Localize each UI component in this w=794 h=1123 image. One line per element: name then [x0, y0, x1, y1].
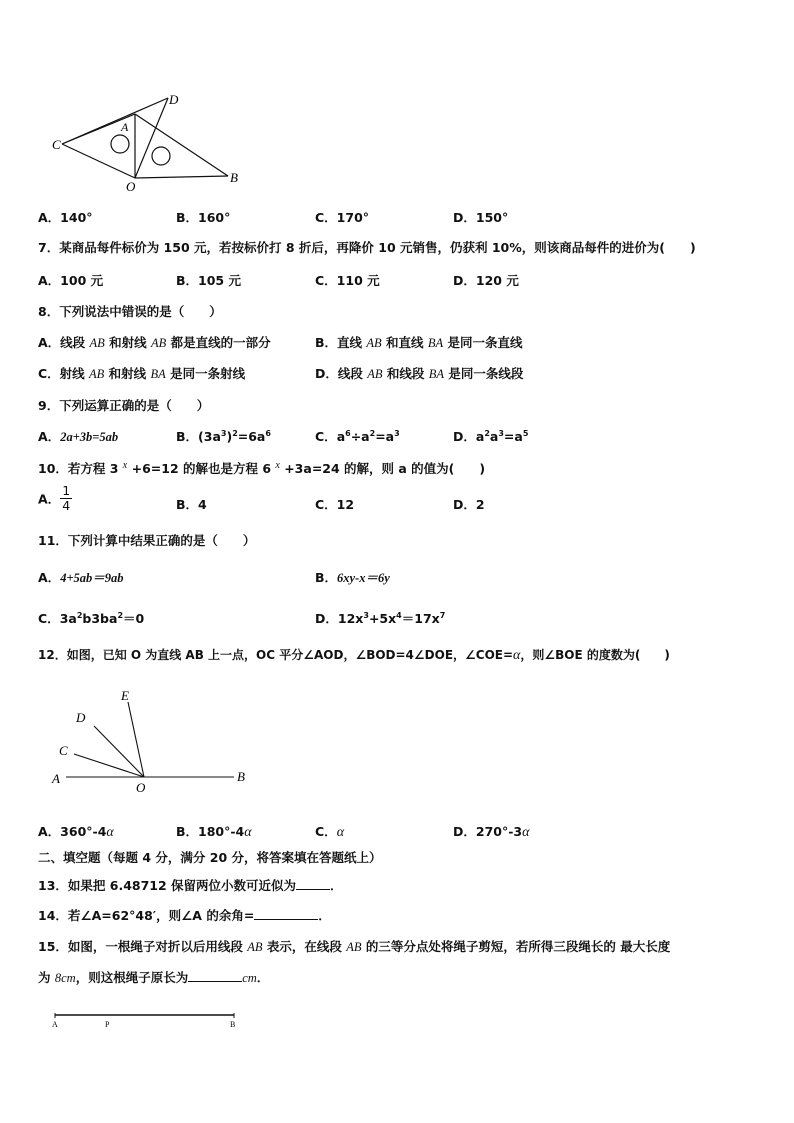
q12-option-b: B．180°-4α	[176, 824, 252, 840]
q15-stem-line1: 15．如图，一根绳子对折以后用线段 AB 表示，在线段 AB 的三等分点处将绳子剪短，若所得三段绳长的 最大长度	[38, 939, 671, 954]
q15-stem-line2: 为 8cm，则这根绳子原长为 cm．	[38, 970, 270, 985]
label-o: O	[136, 780, 146, 795]
label-b: B	[230, 1020, 236, 1029]
figure-q12	[48, 684, 258, 796]
label-a: A	[52, 1020, 58, 1029]
label-a: A	[121, 120, 129, 134]
q14-answer-blank[interactable]	[254, 907, 318, 920]
label-d: D	[169, 92, 179, 107]
q12-option-c: C．α	[315, 824, 345, 840]
q10-option-d: D．2	[453, 497, 485, 512]
label-a: A	[52, 771, 60, 786]
q8-option-c: C．射线 AB 和射线 BA 是同一条射线	[38, 366, 246, 381]
label-b: B	[237, 769, 245, 784]
figure-q15	[50, 1010, 250, 1032]
q6-option-c: C．170°	[315, 210, 370, 225]
q10-option-a: A． $\frac{1}{4}$	[38, 483, 71, 513]
q9-option-c: C．$a^6\div a^2=a^3$	[315, 428, 400, 444]
q6-option-b: B．160°	[176, 210, 231, 225]
q7-stem: 7．某商品每件标价为 150 元，若按标价打 8 折后，再降价 10 元销售，仍获利 10%，则该商品每件的进价为( )	[38, 240, 696, 255]
q15-answer-blank[interactable]	[188, 969, 242, 982]
q12-option-a: A．360°-4α	[38, 824, 114, 840]
section-title: 二、填空题（每题 4 分，满分 20 分，将答案填在答题纸上）	[38, 850, 382, 865]
q6-option-a: A．140°	[38, 210, 93, 225]
q13-stem: 13．如果把 6.48712 保留两位小数可近似为 ．	[38, 878, 343, 893]
q11-option-c: C．$3a^2b3ba^2=0$	[38, 610, 145, 626]
q6-option-d: D．150°	[453, 210, 509, 225]
q10-stem: 10．若方程 3 $^x$ +6=12 的解也是方程 6 $^x$ +3a=24 的解，则 a 的值为( )	[38, 459, 486, 476]
label-p: P	[105, 1020, 110, 1029]
q11-option-b: B．6xy-x＝6y	[315, 570, 390, 585]
figure-q6	[50, 88, 250, 196]
q13-answer-blank[interactable]	[296, 877, 330, 890]
q9-option-d: D．$a^2a^3=a^5$	[453, 428, 529, 444]
label-o: O	[126, 179, 136, 194]
q12-stem: 12．如图，已知 O 为直线 AB 上一点，OC 平分∠AOD，∠BOD=4∠DOE，∠COE=α，则∠BOE 的度数为( )	[38, 648, 670, 663]
label-e: E	[121, 688, 129, 703]
q14-stem: 14．若∠A=62°48′，则∠A 的余角= ．	[38, 908, 331, 923]
q11-option-a: A．4+5ab＝9ab	[38, 570, 124, 585]
q10-option-c: C．12	[315, 497, 355, 512]
q7-option-d: D．120 元	[453, 273, 519, 288]
q8-option-a: A．线段 AB 和射线 AB 都是直线的一部分	[38, 335, 271, 350]
circle-left	[111, 135, 129, 153]
q11-option-d: D．$12x^3+5x^4=17x^7$	[315, 610, 446, 626]
q7-option-c: C．110 元	[315, 273, 380, 288]
label-c: C	[52, 137, 61, 152]
label-c: C	[59, 743, 68, 758]
q8-option-b: B．直线 AB 和直线 BA 是同一条直线	[315, 335, 523, 350]
q9-option-b: B．$(3a^3)^2=6a^6$	[176, 428, 271, 444]
circle-right	[152, 147, 170, 165]
label-d: D	[76, 710, 86, 725]
q12-option-d: D．270°-3α	[453, 824, 530, 840]
q7-option-b: B．105 元	[176, 273, 241, 288]
q11-stem: 11．下列计算中结果正确的是（ ）	[38, 533, 256, 548]
q10-option-b: B．4	[176, 497, 207, 512]
q8-stem: 8．下列说法中错误的是（ ）	[38, 304, 222, 319]
q9-stem: 9．下列运算正确的是（ ）	[38, 398, 210, 413]
q8-option-d: D．线段 AB 和线段 BA 是同一条线段	[315, 366, 524, 381]
q7-option-a: A．100 元	[38, 273, 104, 288]
q9-option-a: A．2a+3b=5ab	[38, 429, 119, 444]
label-b: B	[230, 170, 238, 185]
